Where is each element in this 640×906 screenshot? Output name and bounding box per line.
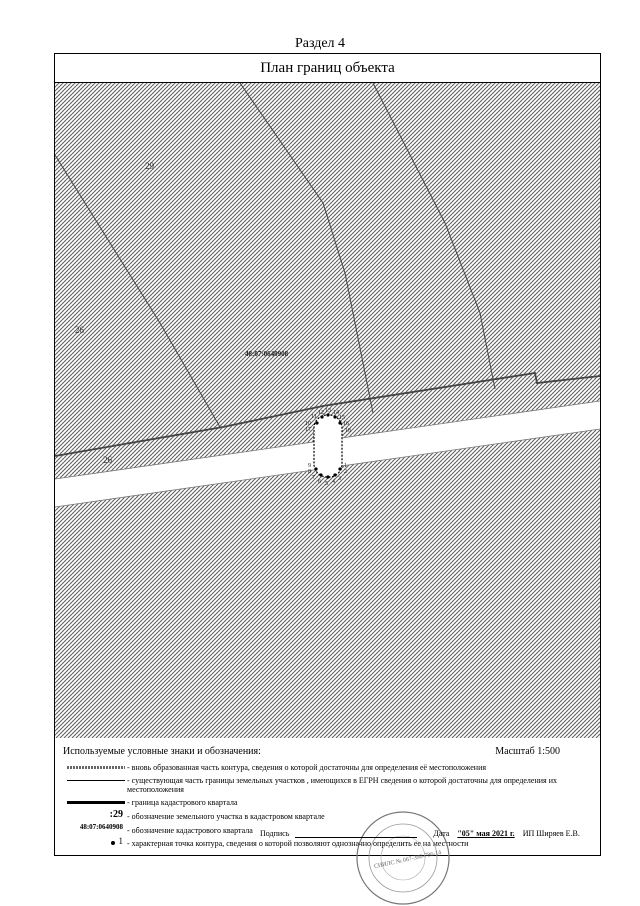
point-label-6: 6 [318,479,321,485]
stamp-text: СНИЛС № 067-390-786-14 [373,850,442,871]
cadastral-map [55,83,600,738]
map-svg [55,83,600,738]
legend-text: - обозначение кадастрового квартала [127,826,253,835]
legend-text: - вновь образованная часть контура, сведения о которой достаточны для определения её местоположения [127,763,487,772]
point-label-18: 18 [345,428,351,434]
signature-line [295,837,417,838]
point-label-12: 12 [318,410,324,416]
point-dot-icon [111,841,115,845]
point-label-5: 5 [325,481,328,487]
date-label: Дата [433,829,450,838]
parcel-label-26-upper: 26 [75,325,84,335]
quarter-label: 48:07:0640908 [245,350,289,358]
new-contour [314,415,342,477]
point-label-1: 1 [344,463,347,469]
signer-name: ИП Ширяев Е.В. [522,829,580,838]
point-label-10: 10 [305,421,311,427]
parcel-label-symbol: :29 [109,809,123,820]
legend-title: Используемые условные знаки и обозначения: [63,746,261,757]
plan-frame [54,53,601,871]
point-label-4: 4 [332,479,335,485]
dotted-line-symbol [67,766,125,769]
plan-title: План границ объекта [55,54,600,83]
legend-text: - характерная точка контура, сведения о которой позволяют однозначно определить ее на местности [127,839,469,848]
point-label-8: 8 [308,469,311,475]
point-label-17: 17 [305,427,311,433]
thin-line-symbol [67,780,125,781]
date-value: "05" мая 2021 г. [457,829,515,838]
point-label-11: 11 [311,414,317,420]
point-label-symbol: 1 [118,836,123,846]
thick-line-symbol [67,801,125,804]
seal-stamp [355,810,451,906]
point-label-9: 9 [308,463,311,469]
point-label-13: 13 [325,408,331,414]
quarter-label-symbol: 48:07:0640908 [79,823,123,831]
parcel-label-26-lower: 26 [103,455,112,465]
point-label-7: 7 [312,475,315,481]
legend-text: - обозначение земельного участка в кадастровом квартале [127,812,325,821]
point-label-3: 3 [338,476,341,482]
point-label-16: 16 [343,421,349,427]
point-label-2: 2 [344,469,347,475]
legend-text: - существующая часть границы земельных участков , имеющихся в ЕГРН сведения о которой достаточны для определения их местоположения [127,776,557,794]
point-label-14: 14 [333,410,339,416]
sign-label: Подпись [260,829,290,838]
legend-text: - граница кадастрового квартала [127,798,238,807]
point-label-15: 15 [339,415,345,421]
scale-label: Масштаб 1:500 [495,746,560,757]
section-title: Раздел 4 [294,36,346,51]
signature-row [260,829,580,838]
parcel-label-29: 29 [145,161,154,171]
